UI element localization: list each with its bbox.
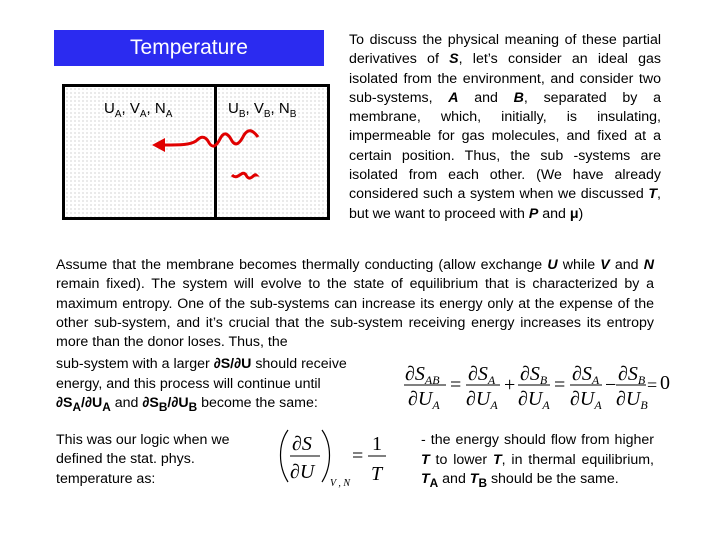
svg-text:∂U: ∂U (290, 461, 315, 483)
svg-text:=: = (554, 374, 566, 396)
svg-text:T: T (371, 463, 383, 485)
svg-text:1: 1 (372, 433, 382, 455)
svg-text:=: = (647, 375, 658, 395)
wavy-arrow-left-icon (164, 131, 258, 146)
svg-text:∂UA: $\partial U_A$ (570, 388, 602, 412)
equilibrium-paragraph: sub-system with a larger ∂S/∂U should receive energy, and this process will continue until $\partial S_A/\partial U_A$ and $\partial S_B/\partial U_B$ become the same: (56, 356, 347, 414)
svg-text:=: = (352, 445, 364, 467)
temperature-definition-equation (276, 426, 396, 496)
svg-text:∂UB: $\partial U_B$ (616, 388, 648, 412)
svg-text:−: − (605, 374, 617, 396)
svg-text:=: = (450, 374, 462, 396)
svg-text:∂SA: $\partial S_A$ (572, 363, 600, 387)
svg-text:V , N: V , N (330, 478, 351, 489)
svg-text:∂S: ∂S (292, 433, 312, 455)
slide-title: Temperature (54, 30, 324, 66)
svg-text:+: + (504, 374, 516, 396)
equilibrium-equation (400, 360, 660, 412)
assume-paragraph: Assume that the membrane becomes thermally conducting (allow exchange U while V and N remain fixed). The system will evolve to the state of equilibrium that is characterized by a maximum entropy. One of the sub-systems can increase its energy only at the expense of the other sub-system, and it’s crucial that the sub-system receiving energy increases its entropy more than the donor loses. Thus, the (56, 257, 654, 351)
logic-paragraph: This was our logic when we defined the stat. phys. temperature as: (56, 432, 230, 487)
svg-text:∂SAB: $\partial S_{AB}$ (405, 363, 440, 387)
subsystem-a-label: $U_A$, $V_A$, $N_A$ (104, 100, 173, 120)
svg-text:∂UA: $\partial U_A$ (518, 388, 550, 412)
svg-text:∂UA: $\partial U_A$ (408, 388, 440, 412)
svg-text:∂SA: $\partial S_A$ (468, 363, 496, 387)
subsystem-b-label: $U_B$, $V_B$, $N_B$ (228, 100, 297, 120)
arrow-head-left-icon (152, 138, 165, 152)
svg-text:∂UA: $\partial U_A$ (466, 388, 498, 412)
energy-flow-paragraph: - the energy should flow from higher T to lower T, in thermal equilibrium, $T_A$ and $T_B$ should be the same. (421, 432, 654, 490)
svg-text:∂SB: $\partial S_B$ (618, 363, 646, 387)
intro-paragraph: To discuss the physical meaning of these partial derivatives of S, let’s consider an ideal gas isolated from the environment, and consider two sub-systems, A and B, separated by a membrane, which, initially, is insulating, impermeable for gas molecules, and fixed at a certain position. Thus, the sub -systems are isolated from each other. (We have already considered such a system when we discussed T, but we want to proceed with P and μ) (349, 32, 662, 222)
energy-flow-arrows (150, 125, 260, 190)
equation-zero: 0 (660, 372, 670, 394)
svg-text:∂SB: $\partial S_B$ (520, 363, 548, 387)
